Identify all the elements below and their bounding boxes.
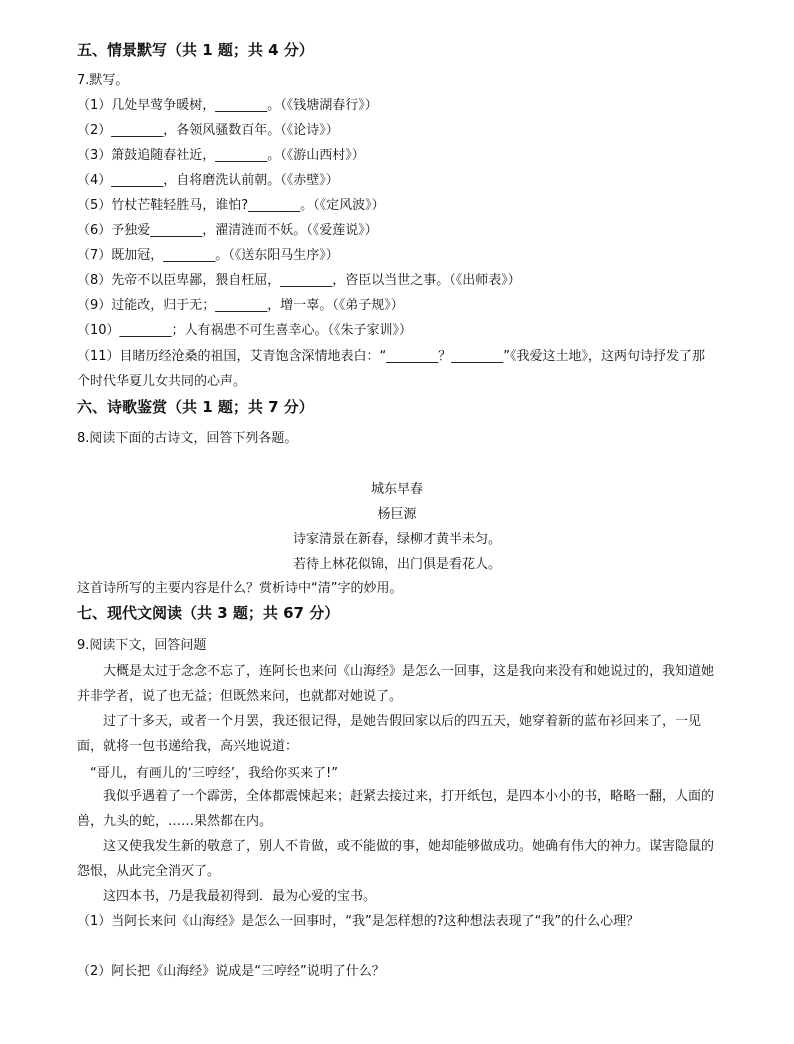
question-8-text: 这首诗所写的主要内容是什么？赏析诗中“清”字的妙用。 [77, 581, 403, 596]
poem-author: 杨巨源 [377, 507, 417, 522]
paragraph-2: 过了十多天，或者一个月罢，我还很记得，是她告假回家以后的四五天，她穿着新的蓝布衫回来了，一见面，就将一包书递给我，高兴地说道： [77, 714, 702, 754]
question-7-prompt: 7.默写。 [77, 73, 129, 88]
paragraph-5: 这又使我发生新的敬意了，别人不肯做，或不能做的事，她却能够做成功。她确有伟大的神力。谋害隐鼠的怨恨，从此完全消灭了。 [77, 839, 715, 879]
section-7-heading: 七、现代文阅读（共 3 题；共 67 分） [77, 604, 340, 622]
sub-question-1: （1）当阿长来问《山海经》是怎么一回事时，“我”是怎样想的?这种想法表现了“我”的什么心理？ [77, 914, 640, 929]
list-item: （8）先帝不以臣卑鄙，猥自枉屈，________，咨臣以当世之事。（《出师表》） [77, 273, 521, 288]
paragraph-1: 大概是太过于念念不忘了，连阿长也来问《山海经》是怎么一回事，这是我向来没有和她说过的，我知道她并非学者，说了也无益；但既然来问，也就都对她说了。 [77, 664, 715, 704]
list-item: （6）予独爱________，濯清涟而不妖。（《爱莲说》） [77, 223, 378, 238]
paragraph-4: 我似乎遇着了一个霹雳，全体都震悚起来；赶紧去接过来，打开纸包，是四本小小的书，略略一翻，人面的兽，九头的蛇，……果然都在内。 [77, 789, 715, 829]
poem-line-2: 若待上林花似锦，出门俱是看花人。 [292, 557, 501, 572]
list-item: （7）既加冠，________。（《送东阳马生序》） [77, 248, 339, 263]
sub-question-2: （2）阿长把《山海经》说成是“三哼经”说明了什么？ [77, 964, 385, 979]
paragraph-3: “哥儿，有画儿的‘三哼经’，我给你买来了!” [90, 766, 338, 781]
list-item: （10）________；人有祸患不可生喜幸心。（《朱子家训》） [77, 323, 413, 338]
poem-line-1: 诗家清景在新春，绿柳才黄半未匀。 [292, 532, 501, 547]
list-item: （4）________，自将磨洗认前朝。（《赤壁》） [77, 173, 339, 188]
question-9-prompt: 9.阅读下文，回答问题 [77, 638, 207, 653]
list-item: （1）几处早莺争暖树，________。（《钱塘湖春行》） [77, 98, 378, 113]
list-item-11: （11）目睹历经沧桑的祖国，艾青饱含深情地表白：“________？________”《我爱这土地》，这两句诗抒发了那个时代华夏儿女共同的心声。 [77, 349, 706, 389]
list-item: （2）________，各领风骚数百年。（《论诗》） [77, 123, 339, 138]
list-item: （9）过能改，归于无；________，增一辜。（《弟子规》） [77, 298, 404, 313]
paragraph-6: 这四本书，乃是我最初得到．最为心爱的宝书。 [103, 889, 377, 904]
question-8-prompt: 8.阅读下面的古诗文，回答下列各题。 [77, 431, 298, 446]
section-5-heading: 五、情景默写（共 1 题；共 4 分） [77, 41, 314, 59]
section-6-heading: 六、诗歌鉴赏（共 1 题；共 7 分） [77, 398, 314, 416]
poem-title: 城东早春 [370, 482, 423, 497]
list-item: （5）竹杖芒鞋轻胜马，谁怕?________。（《定风波》） [77, 198, 385, 213]
list-item: （3）箫鼓追随春社近，________。（《游山西村》） [77, 148, 365, 163]
